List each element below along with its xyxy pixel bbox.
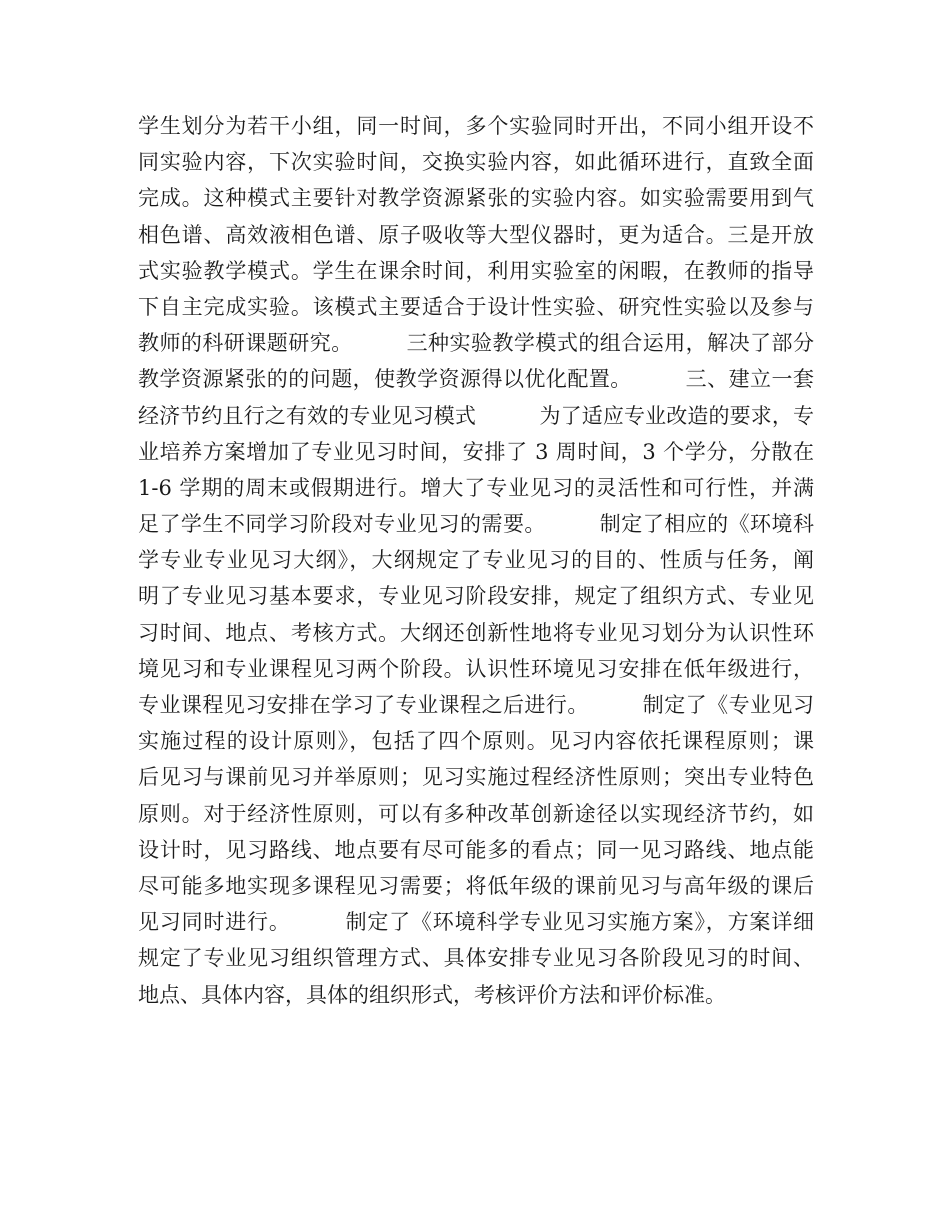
text-line-17: 专业课程见习安排在学习了专业课程之后进行。 制定了《专业见习 (138, 693, 814, 717)
text-line-13: 学专业专业见习大纲》，大纲规定了专业见习的目的、性质与任务，阐 (138, 548, 814, 573)
text-line-21: 设计时，见习路线、地点要有尽可能多的看点；同一见习路线、地点能 (138, 837, 814, 862)
text-line-7: 教师的科研课题研究。 三种实验教学模式的组合运用，解决了部分 (138, 331, 814, 356)
text-line-10: 业培养方案增加了专业见习时间，安排了 3 周时间，3 个学分，分散在 (138, 439, 814, 464)
text-line-4: 相色谱、高效液相色谱、原子吸收等大型仪器时，更为适合。三是开放 (138, 222, 814, 247)
text-line-18: 实施过程的设计原则》，包括了四个原则。见习内容依托课程原则；课 (138, 729, 814, 754)
text-line-3: 完成。这种模式主要针对教学资源紧张的实验内容。如实验需要用到气 (138, 186, 814, 211)
text-line-16: 境见习和专业课程见习两个阶段。认识性环境见习安排在低年级进行， (138, 656, 814, 681)
text-line-8: 教学资源紧张的的问题，使教学资源得以优化配置。 三、建立一套 (138, 367, 814, 392)
text-line-25: 地点、具体内容，具体的组织形式，考核评价方法和评价标准。 (138, 982, 726, 1007)
text-line-20: 原则。对于经济性原则，可以有多种改革创新途径以实现经济节约，如 (138, 801, 814, 826)
text-line-6: 下自主完成实验。该模式主要适合于设计性实验、研究性实验以及参与 (138, 294, 814, 319)
text-line-14: 明了专业见习基本要求，专业见习阶段安排，规定了组织方式、专业见 (138, 584, 814, 609)
text-line-11: 1-6 学期的周末或假期进行。增大了专业见习的灵活性和可行性，并满 (138, 475, 814, 500)
text-line-22: 尽可能多地实现多课程见习需要；将低年级的课前见习与高年级的课后 (138, 873, 814, 898)
text-line-24: 规定了专业见习组织管理方式、具体安排专业见习各阶段见习的时间、 (138, 946, 814, 971)
text-line-2: 同实验内容，下次实验时间，交换实验内容，如此循环进行，直致全面 (138, 150, 814, 175)
text-line-19: 后见习与课前见习并举原则；见习实施过程经济性原则；突出专业特色 (138, 765, 814, 790)
text-line-12: 足了学生不同学习阶段对专业见习的需要。 制定了相应的《环境科 (138, 512, 814, 537)
text-line-23: 见习同时进行。 制定了《环境科学专业见习实施方案》，方案详细 (138, 910, 814, 935)
text-line-15: 习时间、地点、考核方式。大纲还创新性地将专业见习划分为认识性环 (138, 620, 814, 645)
text-line-1: 学生划分为若干小组，同一时间，多个实验同时开出，不同小组开设不 (138, 114, 814, 138)
body-text (138, 108, 814, 1013)
text-line-9: 经济节约且行之有效的专业见习模式 为了适应专业改造的要求，专 (138, 403, 814, 428)
text-line-5: 式实验教学模式。学生在课余时间，利用实验室的闲暇，在教师的指导 (138, 258, 814, 283)
